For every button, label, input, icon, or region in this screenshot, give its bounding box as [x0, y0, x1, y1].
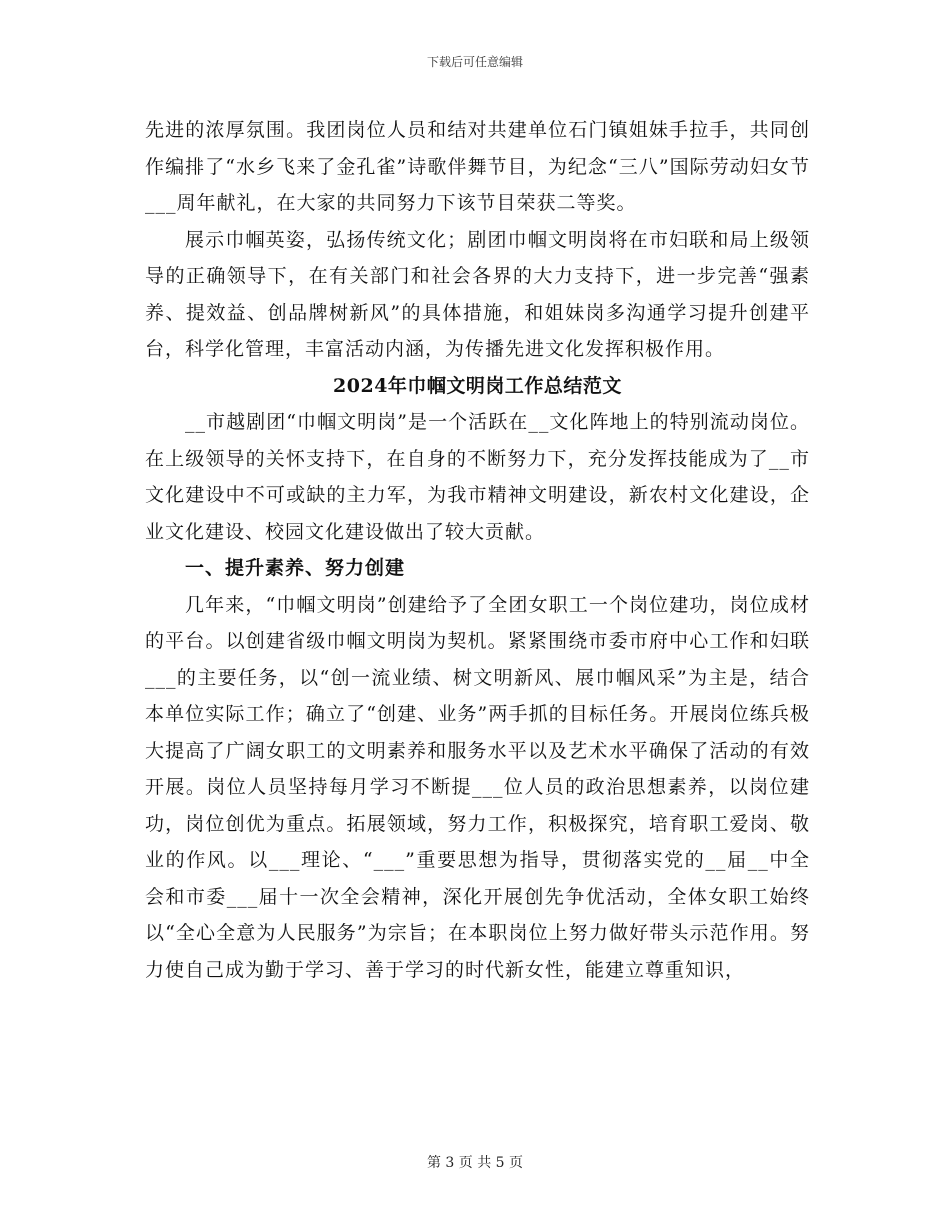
paragraph-2: 展示巾帼英姿，弘扬传统文化；剧团巾帼文明岗将在市妇联和局上级领导的正确领导下，在有关部门和社会各界的大力支持下，进一步完善“强素养、提效益、创品牌树新风”的具体措施，和姐妹岗多沟通学习提升创建平台，科学化管理，丰富活动内涵，为传播先进文化发挥积极作用。	[145, 228, 810, 360]
page-header: 下载后可任意编辑	[426, 55, 523, 69]
document-title: 2024年巾帼文明岗工作总结范文	[333, 374, 622, 397]
paragraph-4: 几年来，“巾帼文明岗”创建给予了全团女职工一个岗位建功，岗位成材的平台。以创建省级巾帼文明岗为契机。紧紧围绕市委市府中心工作和妇联___的主要任务，以“创一流业绩、树文明新风、展巾帼风采”为主是，结合本单位实际工作；确立了“创建、业务”两手抓的目标任务。开展岗位练兵极大提高了广阔女职工的文明素养和服务水平以及艺术水平确保了活动的有效开展。岗位人员坚持每月学习不断提___位人员的政治思想素养，以岗位建功，岗位创优为重点。拓展领域，努力工作，积极探究，培育职工爱岗、敬业的作风。以___理论、“___”重要思想为指导，贯彻落实党的__届__中全会和市委___届十一次全会精神，深化开展创先争优活动，全体女职工始终以“全心全意为人民服务”为宗旨；在本职岗位上努力做好带头示范作用。努力使自己成为勤于学习、善于学习的时代新女性，能建立尊重知识，	[145, 593, 810, 981]
section-heading-1: 一、提升素养、努力创建	[185, 557, 406, 579]
paragraph-1: 先进的浓厚氛围。我团岗位人员和结对共建单位石门镇姐妹手拉手，共同创作编排了“水乡飞来了金孔雀”诗歌伴舞节目，为纪念“三八”国际劳动妇女节___周年献礼，在大家的共同努力下该节目荣获二等奖。	[145, 119, 810, 214]
page-footer: 第 3 页 共 5 页	[426, 1155, 524, 1171]
paragraph-3: __市越剧团“巾帼文明岗”是一个活跃在__文化阵地上的特别流动岗位。在上级领导的关怀支持下，在自身的不断努力下，充分发挥技能成为了__市文化建设中不可或缺的主力军，为我市精神文明建设，新农村文化建设，企业文化建设、校园文化建设做出了较大贡献。	[145, 411, 810, 543]
document-body	[145, 112, 810, 988]
